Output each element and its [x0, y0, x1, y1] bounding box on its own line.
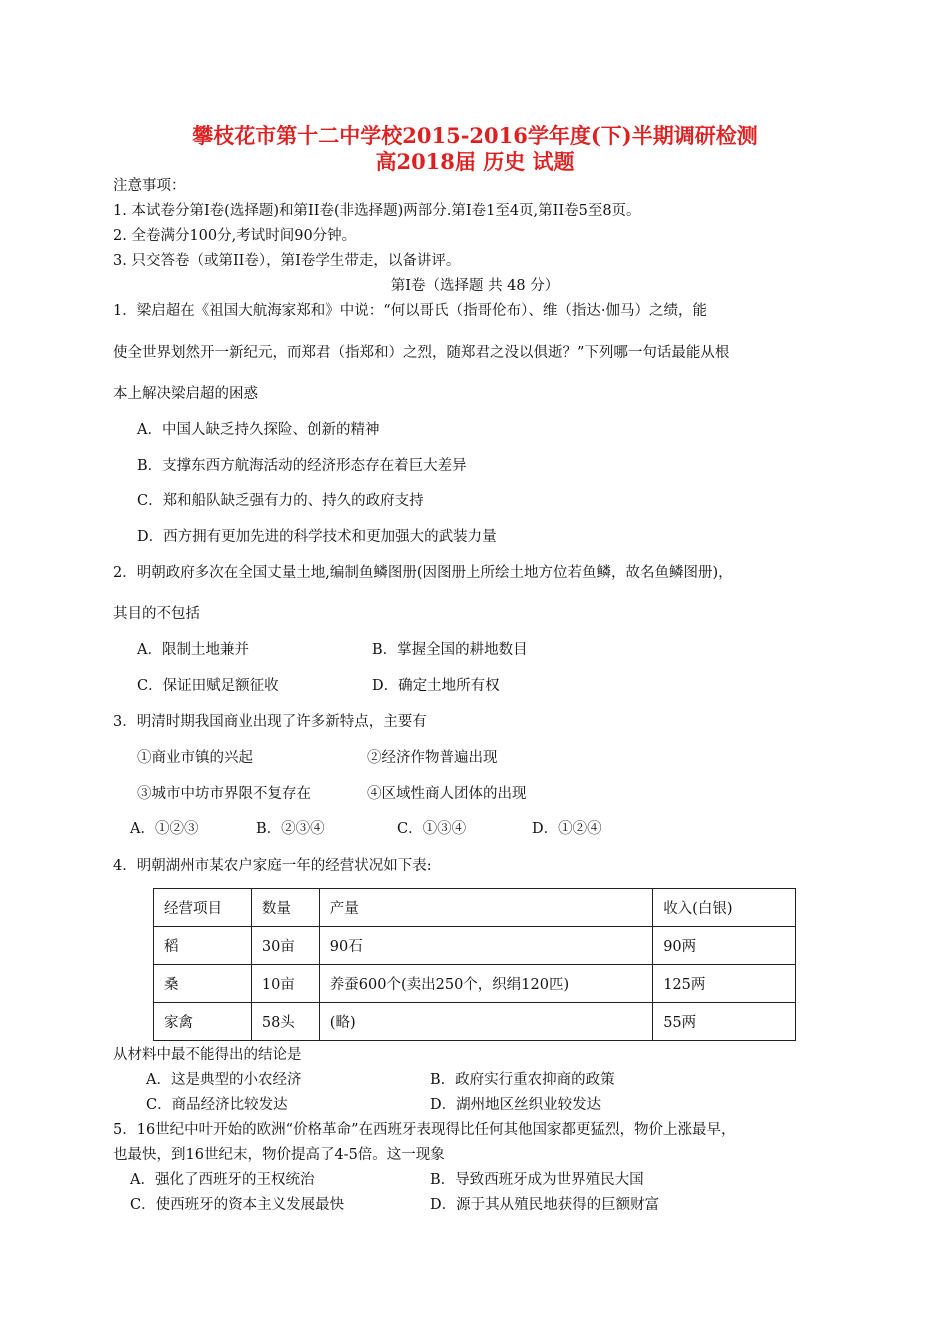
q3-option-a: A．①②③ — [130, 821, 199, 837]
q2-stem-line: 2．明朝政府多次在全国丈量土地,编制鱼鳞图册(因图册上所绘土地方位若鱼鳞，故名鱼鳞图册)， — [113, 565, 733, 581]
q4-option-b: B．政府实行重农抑商的政策 — [430, 1072, 615, 1088]
table-header-row — [154, 889, 796, 927]
q5-option-d: D．源于其从殖民地获得的巨额财富 — [430, 1197, 660, 1213]
q4-option-d: D．湖州地区丝织业较发达 — [430, 1097, 602, 1113]
q5-option-a: A．强化了西班牙的王权统治 — [130, 1172, 315, 1188]
q3-option-b: B．②③④ — [256, 821, 325, 837]
table-cell: 90两 — [653, 927, 796, 965]
q5-option-b: B．导致西班牙成为世界殖民大国 — [430, 1172, 644, 1188]
exam-title-line2: 高2018届 历史 试题 — [375, 149, 575, 174]
q1-stem-line: 1．梁启超在《祖国大航海家郑和》中说：“何以哥氏（指哥伦布）、维（指达·伽马）之绩，能 — [113, 303, 707, 319]
table-cell: 家禽 — [154, 1003, 252, 1041]
q2-stem-line: 其目的不包括 — [113, 606, 200, 622]
table-row — [154, 1003, 796, 1041]
table-cell: (略) — [319, 1003, 652, 1041]
table-cell: 稻 — [154, 927, 252, 965]
q2-option-c: C．保证田赋足额征收 — [137, 678, 279, 694]
q2-option-d: D．确定土地所有权 — [372, 678, 500, 694]
q4-stem: 4．明朝湖州市某农户家庭一年的经营状况如下表: — [113, 858, 432, 874]
table-row — [154, 965, 796, 1003]
note-item: 2. 全卷满分100分,考试时间90分钟。 — [113, 228, 357, 244]
table-cell: 90石 — [319, 927, 652, 965]
section-header: 第Ⅰ卷（选择题 共 48 分） — [390, 278, 560, 294]
table-cell: 55两 — [653, 1003, 796, 1041]
q5-stem-line: 也最快，到16世纪末，物价提高了4-5倍。这一现象 — [113, 1147, 445, 1163]
q3-item: ④区域性商人团体的出现 — [367, 786, 527, 802]
note-item: 1. 本试卷分第Ⅰ卷(选择题)和第II卷(非选择题)两部分.第Ⅰ卷1至4页,第II卷5至8页。 — [113, 203, 641, 219]
table-header-cell: 产量 — [319, 889, 652, 927]
q5-stem-line: 5．16世纪中叶开始的欧洲“价格革命”在西班牙表现得比任何其他国家都更猛烈，物价上涨最早， — [113, 1122, 736, 1138]
table-cell: 桑 — [154, 965, 252, 1003]
q4-option-a: A．这是典型的小农经济 — [146, 1072, 302, 1088]
q3-stem: 3．明清时期我国商业出现了许多新特点，主要有 — [113, 714, 427, 730]
q4-table — [153, 888, 796, 1041]
q3-item: ②经济作物普遍出现 — [367, 750, 498, 766]
q4-question: 从材料中最不能得出的结论是 — [113, 1047, 302, 1063]
q2-option-b: B．掌握全国的耕地数目 — [372, 642, 528, 658]
note-item: 3. 只交答卷（或第II卷），第Ⅰ卷学生带走，以备讲评。 — [113, 253, 461, 269]
table-cell: 125两 — [653, 965, 796, 1003]
q1-option-c: C．郑和船队缺乏强有力的、持久的政府支持 — [137, 493, 424, 509]
table-cell: 10亩 — [251, 965, 319, 1003]
q5-option-c: C．使西班牙的资本主义发展最快 — [130, 1197, 345, 1213]
exam-title-line1: 攀枝花市第十二中学校2015-2016学年度(下)半期调研检测 — [192, 123, 758, 148]
table-row — [154, 927, 796, 965]
notes-heading: 注意事项： — [113, 178, 186, 194]
table-cell: 养蚕600个(卖出250个，织绢120匹) — [319, 965, 652, 1003]
q1-stem-line: 使全世界划然开一新纪元，而郑君（指郑和）之烈，随郑君之没以俱逝？”下列哪一句话最能从根 — [113, 345, 730, 361]
q3-item: ①商业市镇的兴起 — [137, 750, 253, 766]
q3-item: ③城市中坊市界限不复存在 — [137, 786, 311, 802]
q4-option-c: C．商品经济比较发达 — [146, 1097, 288, 1113]
q2-option-a: A．限制土地兼并 — [137, 642, 249, 658]
q1-option-d: D．西方拥有更加先进的科学技术和更加强大的武装力量 — [137, 529, 497, 545]
q1-stem-line: 本上解决梁启超的困惑 — [113, 386, 258, 402]
q3-option-c: C．①③④ — [397, 821, 467, 837]
table-header-cell: 经营项目 — [154, 889, 252, 927]
table-cell: 58头 — [251, 1003, 319, 1041]
q1-option-a: A．中国人缺乏持久探险、创新的精神 — [137, 422, 380, 438]
q3-option-d: D．①②④ — [532, 821, 602, 837]
table-cell: 30亩 — [251, 927, 319, 965]
q1-option-b: B．支撑东西方航海活动的经济形态存在着巨大差异 — [137, 458, 467, 474]
table-header-cell: 收入(白银) — [653, 889, 796, 927]
table-header-cell: 数量 — [251, 889, 319, 927]
